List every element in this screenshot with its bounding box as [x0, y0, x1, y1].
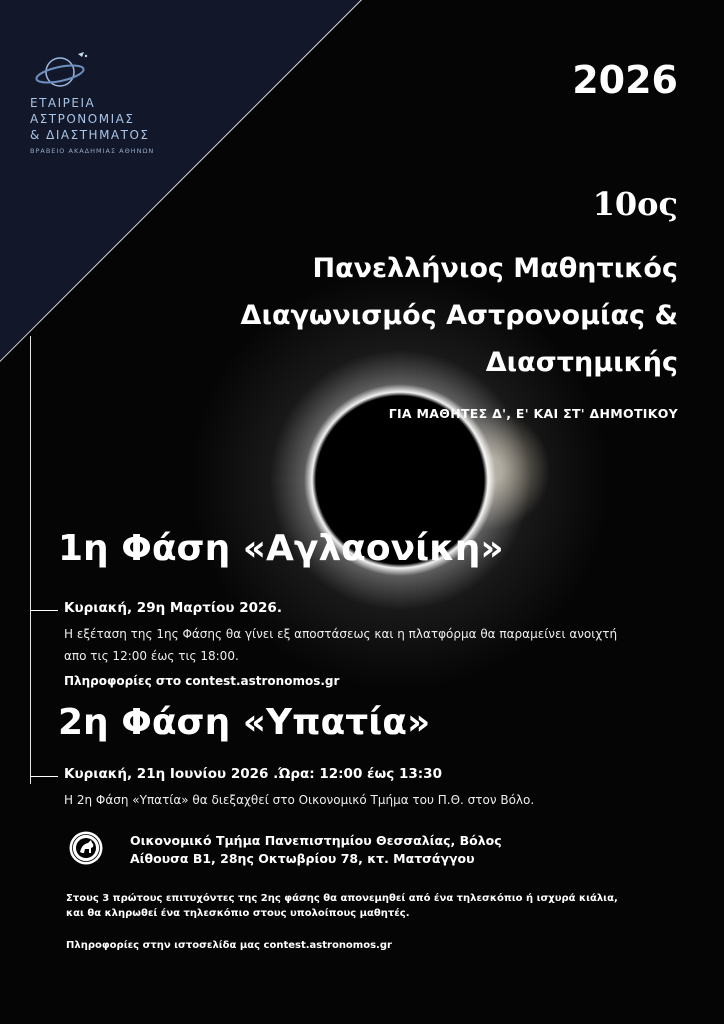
- logo-text-line1: ΕΤΑΙΡΕΙΑ: [30, 96, 96, 110]
- phase2-date: Κυριακή, 21η Ιουνίου 2026 .Ώρα: 12:00 έως 13:30: [64, 766, 442, 782]
- contest-title: [118, 245, 678, 386]
- edition: 10ος: [592, 185, 678, 223]
- phase1-heading: 1η Φάση «Αγλαονίκη»: [58, 528, 504, 569]
- phase1-text-line1: Η εξέταση της 1ης Φάσης θα γίνει εξ αποστάσεως και η πλατφόρμα θα παραμείνει ανοιχτή: [64, 627, 618, 641]
- vertical-rule-lower: [30, 706, 31, 784]
- target-audience: ΓΙΑ ΜΑΘΗΤΕΣ Δ', Ε' ΚΑΙ ΣΤ' ΔΗΜΟΤΙΚΟΥ: [388, 406, 678, 421]
- year: 2026: [572, 58, 678, 102]
- title-line2: Διαγωνισμός Αστρονομίας &: [240, 300, 678, 331]
- phase1-date: Κυριακή, 29η Μαρτίου 2026.: [64, 600, 282, 616]
- title-line3: Διαστημικής: [485, 347, 678, 378]
- phase1-text-line2: απο τις 12:00 έως τις 18:00.: [64, 649, 239, 663]
- planet-logo-icon: [34, 48, 94, 94]
- vertical-rule: [30, 336, 31, 706]
- logo-text-line3: & ΔΙΑΣΤΗΜΑΤΟΣ: [30, 128, 150, 142]
- footer-info: Πληροφορίες στην ιστοσελίδα μας contest.astronomos.gr: [66, 940, 392, 951]
- phase2-text: Η 2η Φάση «Υπατία» θα διεξαχθεί στο Οικονομικό Τμήμα του Π.Θ. στον Βόλο.: [64, 793, 535, 807]
- venue-line1: Οικονομικό Τμήμα Πανεπιστημίου Θεσσαλίας, Βόλος: [130, 833, 502, 848]
- university-seal-icon: [68, 830, 104, 866]
- venue-line2: Αίθουσα Β1, 28ης Οκτωβρίου 78, κτ. Ματσάγγου: [130, 851, 475, 866]
- logo-text-line2: ΑΣΤΡΟΝΟΜΙΑΣ: [30, 112, 135, 126]
- prize-text-line2: και θα κληρωθεί ένα τηλεσκόπιο στους υπολοίπους μαθητές.: [66, 908, 410, 919]
- phase2-heading: 2η Φάση «Υπατία»: [58, 702, 431, 743]
- logo-subtitle: ΒΡΑΒΕΙΟ ΑΚΑΔΗΜΙΑΣ ΑΘΗΝΩΝ: [30, 147, 155, 155]
- phase1-info: Πληροφορίες στο contest.astronomos.gr: [64, 674, 340, 688]
- title-line1: Πανελλήνιος Μαθητικός: [312, 253, 678, 284]
- phase2-date-rule: [30, 776, 58, 777]
- prize-text-line1: Στους 3 πρώτους επιτυχόντες της 2ης φάσης θα απονεμηθεί από ένα τηλεσκόπιο ή ισχυρά κιάλια,: [66, 893, 618, 904]
- phase1-date-rule: [30, 610, 58, 611]
